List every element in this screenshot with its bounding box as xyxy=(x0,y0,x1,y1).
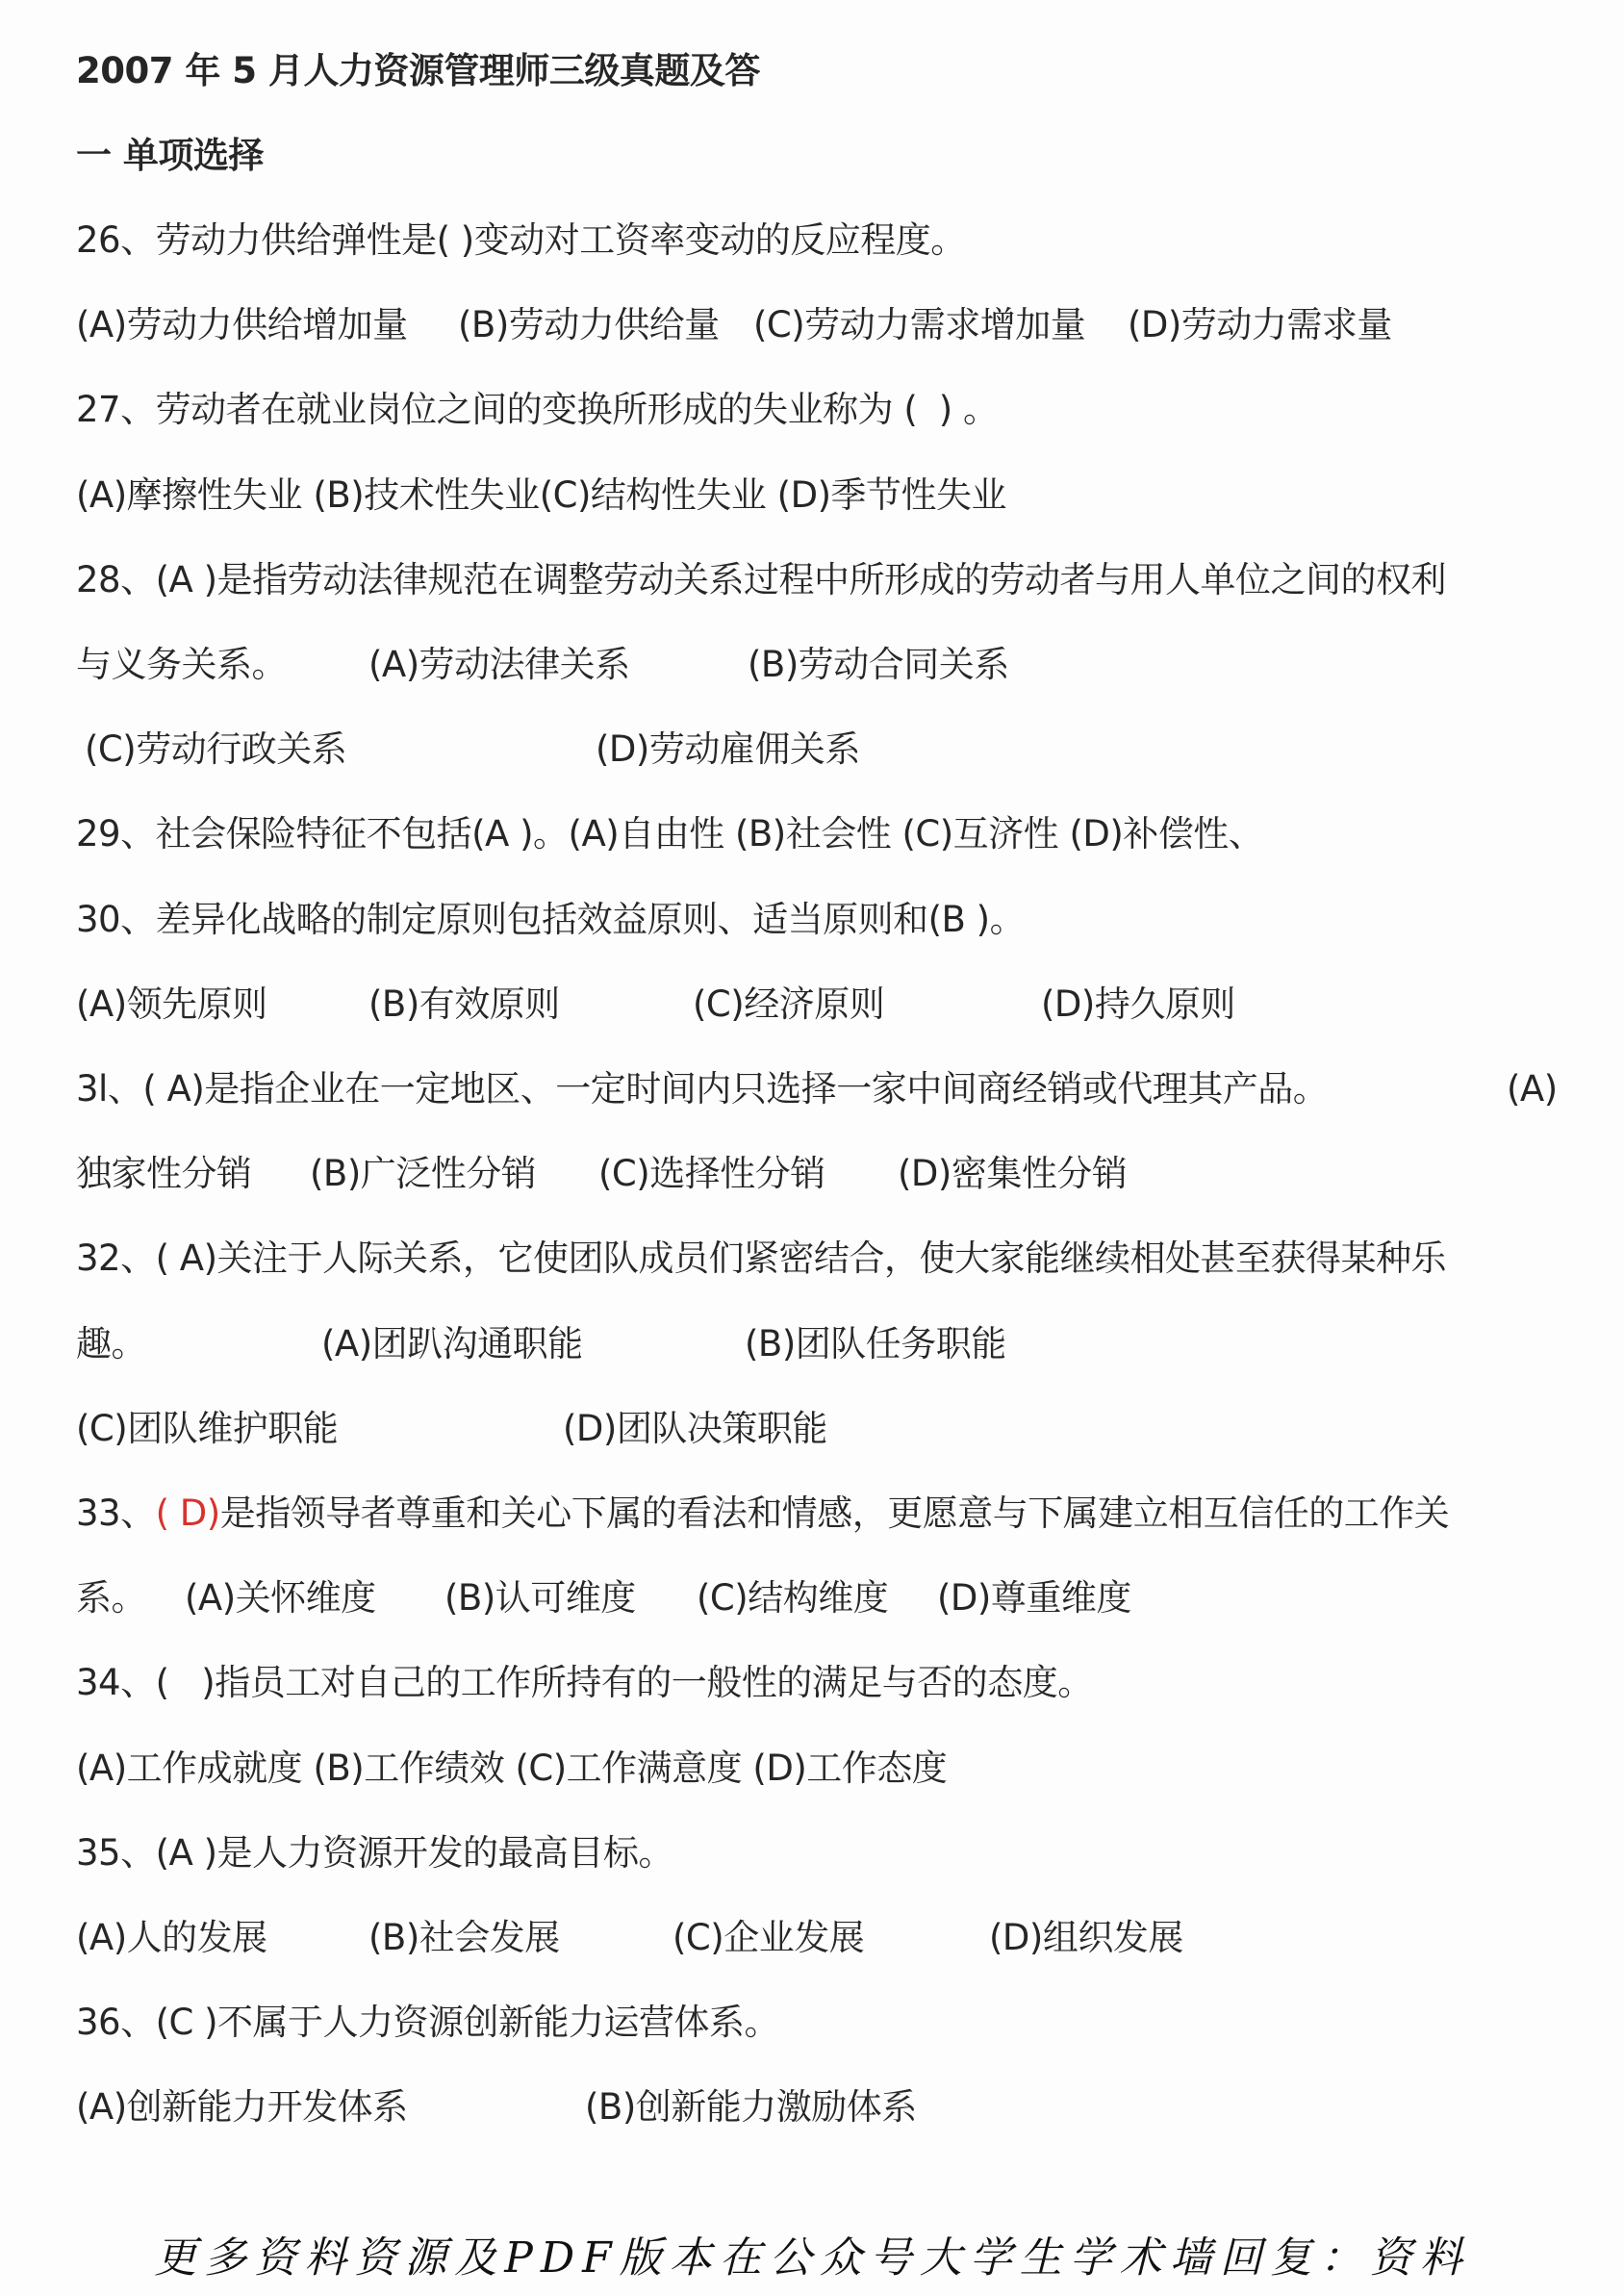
line-text: 26、劳动力供给弹性是( )变动对工资率变动的反应程度。 xyxy=(76,219,966,261)
line-text: (C)劳动力需求增加量 xyxy=(753,304,1086,346)
line-text: 与义务关系。 xyxy=(76,644,287,685)
line-text: (D)团队决策职能 xyxy=(563,1407,827,1449)
line-text: (B)创新能力激励体系 xyxy=(585,2086,917,2129)
line-text: 29、社会保险特征不包括(A )。(A)自由性 (B)社会性 (C)互济性 (D)补偿性、 xyxy=(76,813,1264,855)
line-text: (B)认可维度 xyxy=(444,1577,636,1620)
section-heading xyxy=(0,131,1624,181)
line-text: 36、(C )不属于人力资源创新能力运营体系。 xyxy=(76,2002,780,2044)
line-text: (A) xyxy=(1507,1068,1558,1110)
line-text: 34、( )指员工对自己的工作所持有的一般性的满足与否的态度。 xyxy=(76,1662,1093,1704)
document-line xyxy=(0,555,1624,605)
document-line xyxy=(0,1913,1624,1963)
line-text: 32、( A)关注于人际关系，它使团队成员们紧密结合，使大家能继续相处甚至获得某种乐 xyxy=(76,1237,1447,1280)
line-text: (A)关怀维度 xyxy=(185,1577,376,1620)
line-text: (B)有效原则 xyxy=(368,982,560,1025)
line-text: (D)劳动雇佣关系 xyxy=(596,728,860,771)
document-line xyxy=(0,1744,1624,1794)
line-text: (A)创新能力开发体系 xyxy=(76,2086,408,2129)
document-line xyxy=(0,640,1624,690)
line-text: 趣。 xyxy=(76,1322,146,1365)
line-text: 28、(A )是指劳动法律规范在调整劳动关系过程中所形成的劳动者与用人单位之间的权利 xyxy=(76,558,1447,600)
document-line xyxy=(0,809,1624,859)
document-line xyxy=(0,895,1624,945)
line-text: (B)社会发展 xyxy=(368,1917,560,1958)
line-text: (C)经济原则 xyxy=(693,982,885,1025)
line-text: (A)团趴沟通职能 xyxy=(321,1322,583,1365)
document-line xyxy=(0,471,1624,521)
document-line xyxy=(0,1404,1624,1454)
document-line xyxy=(0,385,1624,435)
document-line xyxy=(76,1489,1624,1539)
section-text: 一 单项选择 xyxy=(76,135,264,176)
title-text: 2007 年 5 月人力资源管理师三级真题及答 xyxy=(76,50,760,91)
document-line xyxy=(0,725,1624,775)
line-text: (B)广泛性分销 xyxy=(310,1153,537,1195)
line-text: 系。 xyxy=(76,1577,146,1620)
line-text: (D)组织发展 xyxy=(989,1917,1183,1958)
document-line xyxy=(0,980,1624,1030)
document-line xyxy=(0,1064,1624,1114)
line-text: (D)密集性分销 xyxy=(898,1153,1128,1195)
line-text: (D)劳动力需求量 xyxy=(1128,304,1392,346)
footer-promo: 更多资料资源及PDF版本在公众号大学生学术墙回复：资料 xyxy=(154,2233,1470,2283)
line-text: 30、差异化战略的制定原则包括效益原则、适当原则和(B )。 xyxy=(76,898,1026,940)
line-text: (C)劳动行政关系 xyxy=(85,728,347,771)
document-line xyxy=(0,1828,1624,1878)
document-line xyxy=(0,1319,1624,1369)
line-text: (A)劳动力供给增加量 xyxy=(76,304,408,346)
line-text: (C)企业发展 xyxy=(672,1917,865,1958)
document-line xyxy=(0,1998,1624,2048)
document-line xyxy=(0,300,1624,350)
line-text: 27、劳动者在就业岗位之间的变换所形成的失业称为 ( ) 。 xyxy=(76,389,999,431)
line-text: (C)团队维护职能 xyxy=(76,1407,339,1449)
line-text: (B)劳动力供给量 xyxy=(458,304,720,346)
line-text: (B)团队任务职能 xyxy=(745,1322,1006,1365)
line-text: 35、(A )是人力资源开发的最高目标。 xyxy=(76,1831,674,1874)
line-text: (A)工作成就度 (B)工作绩效 (C)工作满意度 (D)工作态度 xyxy=(76,1747,948,1789)
document-line xyxy=(0,216,1624,266)
document-title xyxy=(0,46,1624,96)
line-text: 33、 xyxy=(76,1492,156,1534)
answer-highlight: ( D) xyxy=(155,1492,220,1534)
line-text: 是指领导者尊重和关心下属的看法和情感，更愿意与下属建立相互信任的工作关 xyxy=(219,1492,1450,1534)
line-text: (C)选择性分销 xyxy=(598,1153,825,1195)
line-text: (B)劳动合同关系 xyxy=(748,644,1009,685)
document-line xyxy=(0,1149,1624,1199)
line-text: (A)人的发展 xyxy=(76,1917,267,1958)
document-line xyxy=(0,1234,1624,1284)
line-text: (D)尊重维度 xyxy=(937,1577,1131,1620)
line-text: 3l、( A)是指企业在一定地区、一定时间内只选择一家中间商经销或代理其产品。 xyxy=(76,1068,1329,1110)
document-line xyxy=(0,1658,1624,1708)
line-text: (D)持久原则 xyxy=(1041,982,1235,1025)
line-text: (A)摩擦性失业 (B)技术性失业(C)结构性失业 (D)季节性失业 xyxy=(76,473,1007,516)
document-line xyxy=(0,2082,1624,2132)
line-text: (C)结构维度 xyxy=(697,1577,889,1620)
line-text: (A)领先原则 xyxy=(76,982,267,1025)
line-text: 独家性分销 xyxy=(76,1153,252,1195)
line-text: (A)劳动法律关系 xyxy=(368,644,630,685)
document-line xyxy=(0,1573,1624,1623)
